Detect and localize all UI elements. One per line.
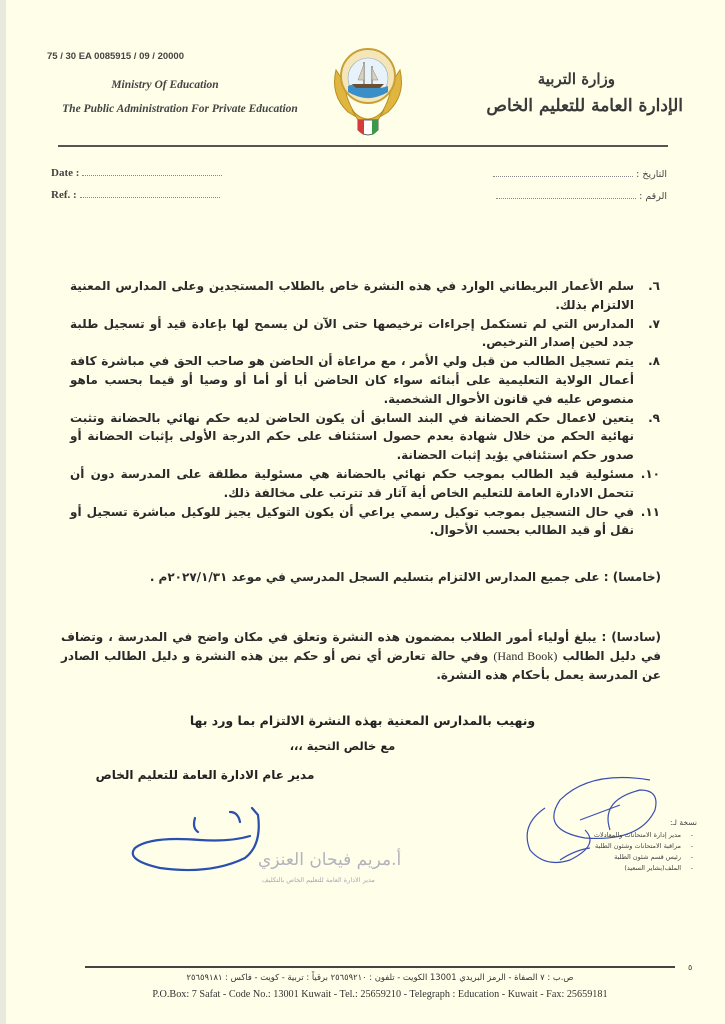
ref-label-ar: الرقم : <box>639 191 667 202</box>
item-text: المدارس التي لم تستكمل إجراءات ترخيصها حتى الآن لن يسمح لها بإعادة قيد أو تسجيل طلبة جدد لحين إصدار الترخيص. <box>70 316 634 350</box>
item-number: ٩. <box>648 410 660 425</box>
section-fifth <box>61 568 661 587</box>
date-field-ar <box>493 167 667 180</box>
section-sixth-text-cont: وفي حالة تعارض أي نص أو حكم بين هذه النشرة و دليل الطالب الصادر عن المدرسة يعمل بأحكام هذه النشرة. <box>61 649 661 682</box>
closing-request: ونهيب بالمدارس المعنية بهذه النشرة الالتزام بما ورد بها <box>189 713 536 728</box>
admin-title-ar: الإدارة العامة للتعليم الخاص <box>486 96 683 116</box>
list-item <box>70 352 660 408</box>
item-text: في حال التسجيل بموجب توكيل رسمي يراعي أن يكون التوكيل يجيز للوكيل مباشرة تسجيل أو نقل أو قيد الطالب بحسب الأحوال. <box>70 504 634 538</box>
cc-recipient: مراقبة الامتحانات وشئون الطلبة - <box>521 841 681 852</box>
cc-recipient: رئيس قسم شئون الطلبة - <box>521 852 681 863</box>
date-blank-en <box>82 166 222 176</box>
cc-recipient: مدير إدارة الامتحانات والمعادلات - <box>521 830 681 841</box>
item-number: ٨. <box>648 354 660 369</box>
item-number: ٦. <box>648 279 660 293</box>
emblem-flag-shield <box>358 120 378 135</box>
date-field-en <box>51 166 222 179</box>
footer-divider <box>85 966 675 968</box>
footer-address-ar: ص.ب : ٧ الصفاة - الرمز البريدي 13001 الكويت - تلفون : ٢٥٦٥٩٢١٠ برقياً : تربية - كويت - فاكس : ٢٥٦٥٩١٨١ <box>186 972 574 982</box>
date-label-en: Date : <box>51 167 80 179</box>
section-sixth-heading: (سادسا) <box>611 630 661 644</box>
handbook-term: (Hand Book) <box>493 649 558 663</box>
ref-label-en: Ref. : <box>51 189 77 201</box>
kuwait-emblem-icon <box>328 40 408 140</box>
ref-field-en <box>51 188 220 201</box>
item-number: ١١. <box>640 504 660 519</box>
ministry-title-ar: وزارة التربية <box>537 70 615 88</box>
list-item <box>70 277 660 315</box>
list-item <box>70 315 660 353</box>
list-item <box>70 465 660 503</box>
ref-field-ar <box>496 189 667 202</box>
section-fifth-heading: (خامسا) <box>612 570 661 584</box>
page-number: ٥ <box>688 963 693 972</box>
header-divider <box>58 145 668 147</box>
admin-title-en: The Public Administration For Private Education <box>62 103 298 115</box>
list-item <box>70 409 660 465</box>
official-stamp-name: أ.مريم فيحان العنزي <box>258 850 402 870</box>
item-text: يتم تسجيل الطالب من قبل ولي الأمر ، مع مراعاة أن الحاضن هو صاحب الحق في مباشرة كافة أعمال الولاية التعليمية على أبنائه سواء كان الحاضن أبا أو أما أو وصيا أو قيما بحسب ماهو منصوص عليه في قانون الأحوال الشخصية. <box>70 354 634 406</box>
ministry-title-en: Ministry Of Education <box>111 79 219 91</box>
item-text: سلم الأعمار البريطاني الوارد في هذه النشرة خاص بالطلاب المستجدين وعلى المدارس المعنية الالتزام بذلك. <box>70 279 634 312</box>
item-number: ٧. <box>648 316 660 331</box>
numbered-items <box>70 277 660 540</box>
document-serial: 75 / 30 EA 0085915 / 09 / 20000 <box>47 51 184 62</box>
emblem-ship-hull <box>352 84 384 88</box>
date-blank-ar <box>493 167 633 177</box>
section-sixth-text: : يبلغ أولياء أمور الطلاب بمضمون هذه النشرة وتعلق في مكان واضح في المدرسة ، وتضاف في دليل الطالب <box>61 630 662 663</box>
item-text: يتعين لاعمال حكم الحضانة في البند السابق أن يكون الحاضن لديه حكم نهائي بالحضانة وتثبت نهائية الحكم من خلال شهادة بعدم حصول استئناف على حكم الدرجة الأولى بإثبات الحضانة أو صدور حكم استئنافي يؤيد إثبات الحضانة. <box>70 410 634 463</box>
item-text: مسئولية قيد الطالب بموجب حكم نهائي بالحضانة هي مسئولية مطلقة على المدرسة دون أن تتحمل الادارة العامة للتعليم الخاص أية آثار قد تترتب على مخالفة ذلك. <box>70 466 634 500</box>
official-stamp-role: مدير الادارة العامة للتعليم الخاص بالتكليف <box>262 876 375 884</box>
ref-blank-en <box>80 188 220 198</box>
section-sixth <box>61 628 661 685</box>
section-fifth-text: : على جميع المدارس الالتزام بتسليم السجل المدرسي في موعد ٢٠٢٧/١/٣١م . <box>149 570 613 584</box>
cc-label: نسخة لـ: <box>669 818 697 827</box>
cc-recipients <box>521 830 681 874</box>
signatory-title: مدير عام الادارة العامة للتعليم الخاص <box>95 768 315 782</box>
list-item <box>70 503 660 541</box>
date-label-ar: التاريخ : <box>636 169 667 180</box>
item-number: ١٠. <box>640 466 660 481</box>
ref-blank-ar <box>496 189 636 199</box>
footer-address-en: P.O.Box: 7 Safat - Code No.: 13001 Kuwait - Tel.: 25659210 - Telegraph : Education - Kuwait - Fax: 25659181 <box>152 989 608 1000</box>
closing-greeting: مع خالص التحية ،،، <box>289 739 396 753</box>
cc-recipient: الملف(بشاير السعيد) - <box>521 863 681 874</box>
